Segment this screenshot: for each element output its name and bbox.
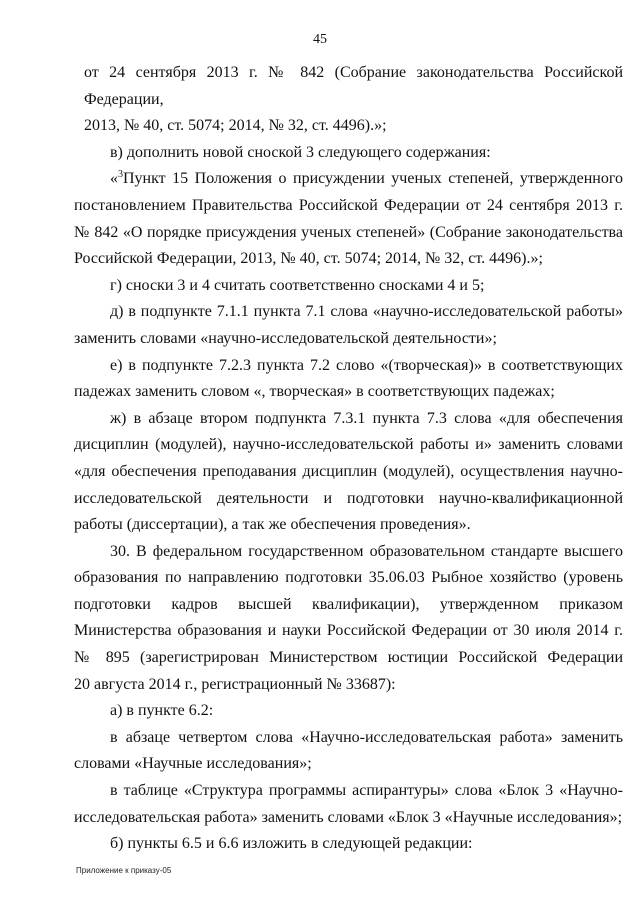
- paragraph-5: г) сноски 3 и 4 считать соответственно сносками 4 и 5;: [110, 276, 485, 294]
- footer-note: Приложение к приказу-05: [76, 866, 172, 875]
- paragraph-12: в абзаце четвертом слова «Научно-исследовательская работа» заменить словами «Научные исследования»;: [74, 728, 623, 773]
- paragraph-2: 2013, № 40, ст. 5074; 2014, № 32, ст. 4496).»;: [84, 117, 387, 135]
- document-body: [74, 60, 623, 858]
- paragraph-14: б) пункты 6.5 и 6.6 изложить в следующей редакции:: [110, 835, 473, 853]
- paragraph-10: 20 августа 2014 г., регистрационный № 33687):: [74, 675, 396, 693]
- page-number: 45: [313, 32, 327, 47]
- paragraph-13: в таблице «Структура программы аспирантуры» слова «Блок 3 «Научно-исследовательская работа» заменить словами «Блок 3 «Научные исследования»;: [74, 782, 623, 826]
- paragraph-6: д) в подпункте 7.1.1 пункта 7.1 слова «научно-исследовательской работы» заменить словами «научно-исследовательской деятельности»;: [74, 303, 623, 347]
- paragraph-11: а) в пункте 6.2:: [110, 702, 214, 720]
- paragraph-7: е) в подпункте 7.2.3 пункта 7.2 слово «(творческая)» в соответствующих падежах заменить словом «, творческая» в соответствующих падежах;: [74, 356, 623, 401]
- paragraph-8: ж) в абзаце втором подпункта 7.3.1 пункта 7.3 слова «для обеспечения дисциплин (модулей), научно-исследовательской работы и» заменить словами «для обеспечения преподавания дисциплин (модулей), осуществления научно-исследовательской деятельности и подготовки научно-квалификационной работы (диссертации), а так же обеспечения проведения».: [74, 409, 623, 534]
- footnote-marker: 3: [118, 169, 123, 181]
- paragraph-3: в) дополнить новой сноской 3 следующего содержания:: [110, 143, 491, 161]
- footnote-open-quote: «: [110, 170, 118, 188]
- footnote-text: Пункт 15 Положения о присуждении ученых степеней, утвержденного постановлением Правительства Российской Федерации от 24 сентября 2013 г. № 842 «О порядке присуждения ученых степеней» (Собрание законодательства Российской Федерации, 2013, № 40, ст. 5074; 2014, № 32, ст. 4496).»;: [74, 170, 623, 268]
- paragraph-1: от 24 сентября 2013 г. № 842 (Собрание законодательства Российской Федерации,: [84, 64, 623, 108]
- paragraph-4: [74, 166, 623, 272]
- paragraph-9: 30. В федеральном государственном образовательном стандарте высшего образования по направлению подготовки 35.06.03 Рыбное хозяйство (уровень подготовки кадров высшей квалификации), утвержденном приказом Министерства образования и науки Российской Федерации от 30 июля 2014 г. № 895 (зарегистрирован Министерством юстиции Российской Федерации: [74, 542, 623, 667]
